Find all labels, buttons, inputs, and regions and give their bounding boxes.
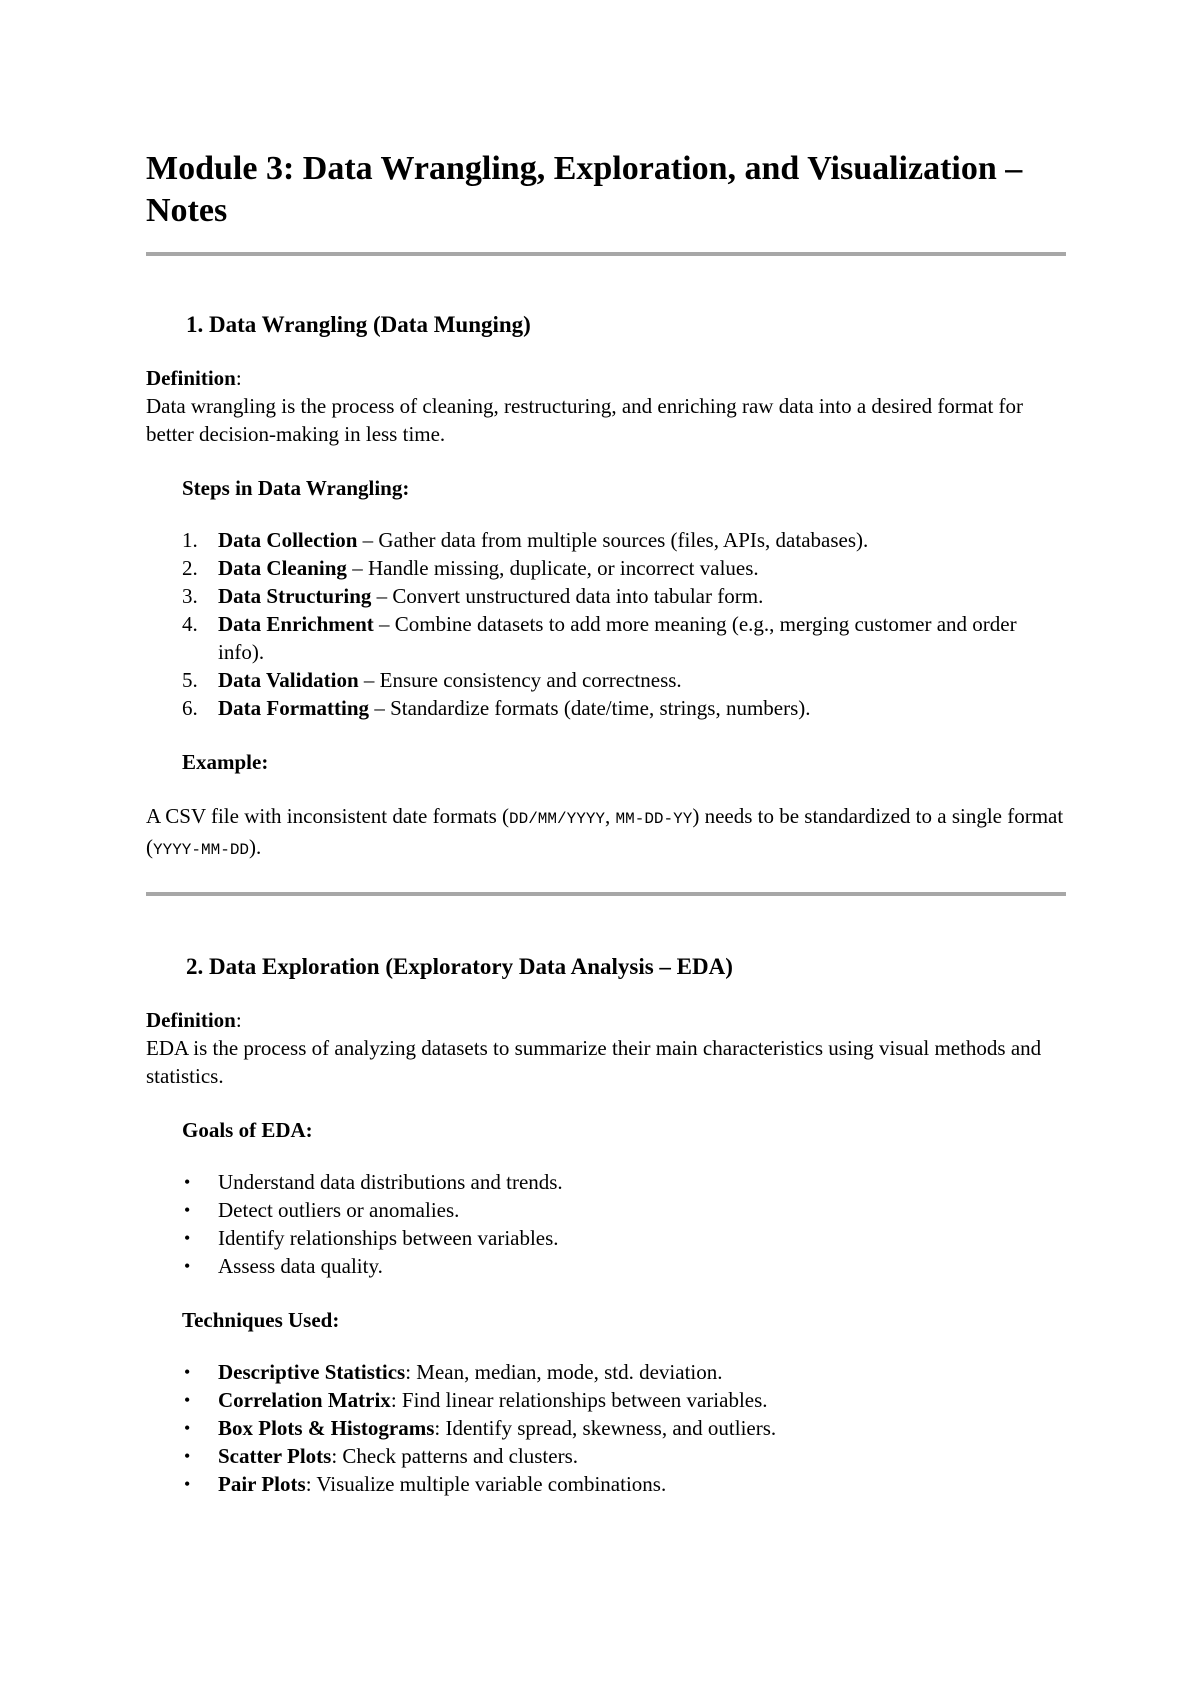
list-item: • Scatter Plots: Check patterns and clusters. (184, 1444, 579, 1468)
techniques-list (146, 1358, 1066, 1498)
section-heading-data-wrangling: 1. Data Wrangling (Data Munging) (186, 312, 531, 337)
example-heading: Example: (182, 750, 269, 774)
techniques-heading: Techniques Used: (182, 1308, 340, 1332)
list-item: • Correlation Matrix: Find linear relationships between variables. (184, 1388, 768, 1412)
document-page (146, 148, 1066, 1498)
bullet-icon: • (184, 1390, 191, 1410)
list-item: • Box Plots & Histograms: Identify spread, skewness, and outliers. (184, 1416, 777, 1440)
bullet-icon: • (184, 1172, 191, 1192)
list-item: 1. Data Collection – Gather data from multiple sources (files, APIs, databases). (182, 528, 869, 552)
list-item: 6. Data Formatting – Standardize formats (date/time, strings, numbers). (182, 696, 811, 720)
document-title: Module 3: Data Wrangling, Exploration, and Visualization – Notes (146, 150, 1023, 229)
bullet-icon: • (184, 1362, 191, 1382)
list-item: 2. Data Cleaning – Handle missing, duplicate, or incorrect values. (182, 556, 759, 580)
example-text: A CSV file with inconsistent date formats (DD/MM/YYYY, MM-DD-YY) needs to be standardized to a single format (YYYY-MM-DD). (146, 804, 1064, 859)
bullet-icon: • (184, 1256, 191, 1276)
list-item: 5. Data Validation – Ensure consistency and correctness. (182, 668, 682, 692)
goals-heading: Goals of EDA: (182, 1118, 313, 1142)
list-item: • Detect outliers or anomalies. (184, 1198, 460, 1222)
code-date-format: DD/MM/YYYY (509, 810, 606, 828)
code-date-format: MM-DD-YY (615, 810, 693, 828)
section-heading-data-exploration: 2. Data Exploration (Exploratory Data Analysis – EDA) (186, 954, 733, 979)
bullet-icon: • (184, 1474, 191, 1494)
definition-text: EDA is the process of analyzing datasets to summarize their main characteristics using visual methods and statistics. (146, 1036, 1042, 1088)
definition-text: Data wrangling is the process of cleaning, restructuring, and enriching raw data into a desired format for better decision-making in less time. (146, 394, 1024, 446)
list-item: • Understand data distributions and trends. (184, 1170, 563, 1194)
definition-label: Definition: (146, 1008, 242, 1032)
definition-label: Definition: (146, 366, 242, 390)
goals-list (146, 1168, 1066, 1280)
bullet-icon: • (184, 1200, 191, 1220)
steps-heading: Steps in Data Wrangling: (182, 476, 410, 500)
list-item: • Identify relationships between variables. (184, 1226, 559, 1250)
bullet-icon: • (184, 1228, 191, 1248)
divider (146, 252, 1066, 256)
list-item: 3. Data Structuring – Convert unstructured data into tabular form. (182, 584, 764, 608)
bullet-icon: • (184, 1418, 191, 1438)
list-item: • Descriptive Statistics: Mean, median, mode, std. deviation. (184, 1360, 723, 1384)
steps-list (146, 526, 1066, 722)
divider (146, 892, 1066, 896)
list-item: • Assess data quality. (184, 1254, 383, 1278)
bullet-icon: • (184, 1446, 191, 1466)
code-date-format: YYYY-MM-DD (153, 841, 250, 859)
list-item: 4. Data Enrichment – Combine datasets to add more meaning (e.g., merging customer and order info). (182, 612, 1017, 664)
list-item: • Pair Plots: Visualize multiple variable combinations. (184, 1472, 667, 1496)
